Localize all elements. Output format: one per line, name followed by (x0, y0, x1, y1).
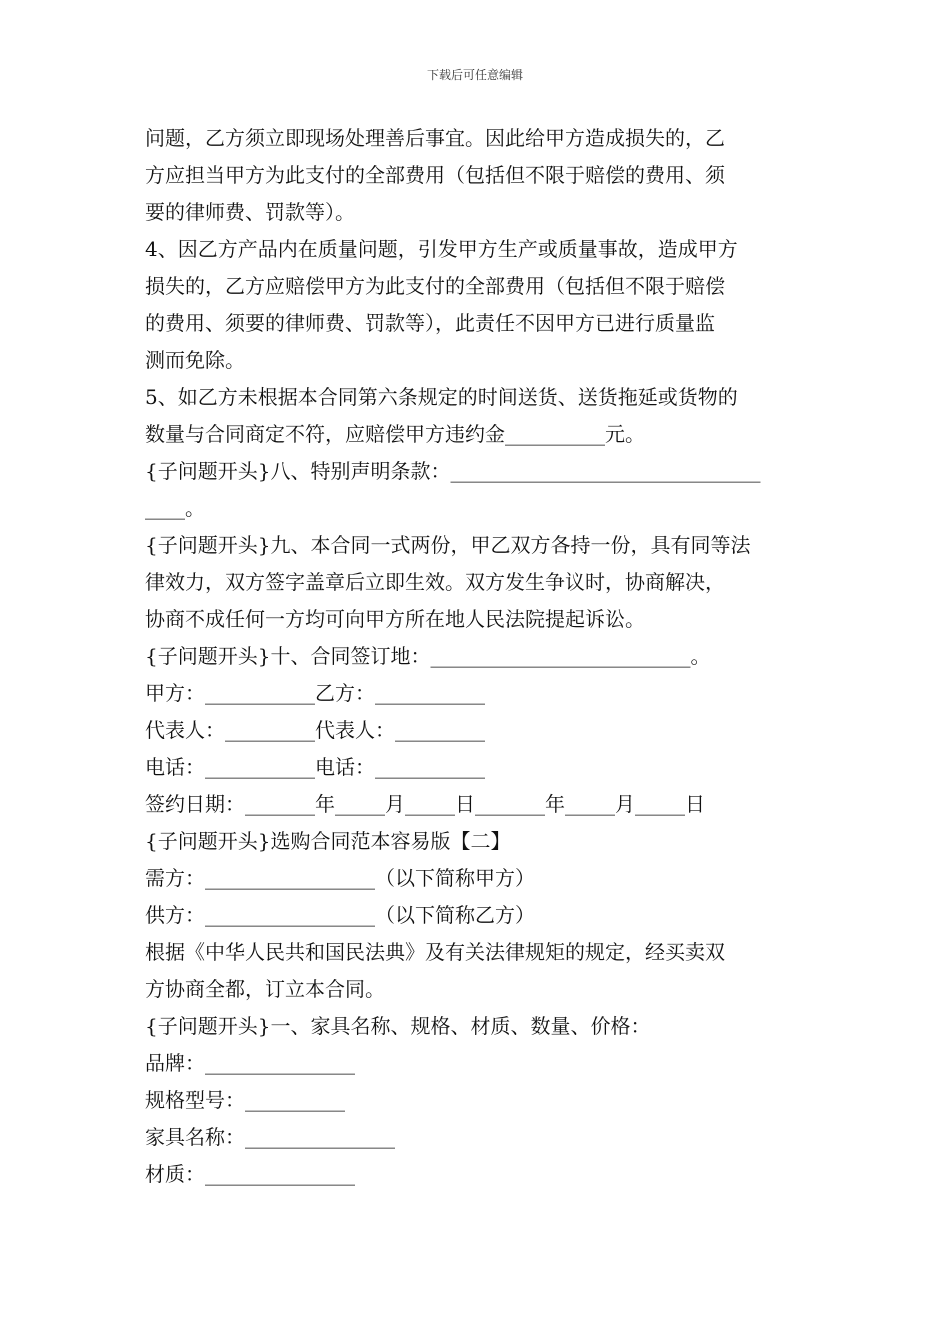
section-1-heading: {子问题开头}一、家具名称、规格、材质、数量、价格： (145, 1014, 651, 1038)
text-line: 方应担当甲方为此支付的全部费用（包括但不限于赔偿的费用、须 (145, 163, 725, 187)
clause-5: 5、如乙方未根据本合同第六条规定的时间送货、送货拖延或货物的 (145, 385, 738, 409)
model-field: 规格型号：__________ (145, 1088, 345, 1112)
phone-line: 电话：___________电话：___________ (145, 755, 485, 779)
text-line: 问题，乙方须立即现场处理善后事宜。因此给甲方造成损失的，乙 (145, 126, 725, 150)
buyer-line: 需方：_________________（以下简称甲方） (145, 866, 535, 890)
page-header: 下载后可任意编辑 (426, 68, 523, 82)
text-line: 数量与合同商定不符，应赔偿甲方违约金__________元。 (145, 422, 645, 446)
text-line: 损失的，乙方应赔偿甲方为此支付的全部费用（包括但不限于赔偿 (145, 274, 725, 298)
text-line: 协商不成任何一方均可向甲方所在地人民法院提起诉讼。 (145, 607, 645, 631)
signing-date-line: 签约日期：_______年_____月_____日_______年_____月_____日 (145, 792, 705, 816)
party-line: 甲方：___________乙方：___________ (145, 681, 485, 705)
text-line: 的费用、须要的律师费、罚款等），此责任不因甲方已进行质量监 (145, 311, 715, 335)
text-line: ____。 (145, 496, 205, 520)
representative-line: 代表人：_________代表人：_________ (145, 718, 485, 742)
clause-4: 4、因乙方产品内在质量问题，引发甲方生产或质量事故，造成甲方 (145, 237, 738, 261)
text-line: 要的律师费、罚款等）。 (145, 200, 355, 224)
contract-two-title: {子问题开头}选购合同范本容易版【二】 (145, 829, 511, 853)
text-line: 方协商全都，订立本合同。 (145, 977, 385, 1001)
furniture-name-field: 家具名称：_______________ (145, 1125, 395, 1149)
section-8-heading: {子问题开头}八、特别声明条款：_______________________________ (145, 459, 761, 483)
material-field: 材质：_______________ (145, 1162, 355, 1186)
text-line: 测而免除。 (145, 348, 245, 372)
contract-body (145, 120, 810, 1193)
brand-field: 品牌：_______________ (145, 1051, 355, 1075)
section-10-heading: {子问题开头}十、合同签订地：__________________________。 (145, 644, 711, 668)
supplier-line: 供方：_________________（以下简称乙方） (145, 903, 535, 927)
text-line: 根据《中华人民共和国民法典》及有关法律规矩的规定，经买卖双 (145, 940, 725, 964)
text-line: 律效力，双方签字盖章后立即生效。双方发生争议时，协商解决， (145, 570, 725, 594)
section-9-heading: {子问题开头}九、本合同一式两份，甲乙双方各持一份，具有同等法 (145, 533, 751, 557)
